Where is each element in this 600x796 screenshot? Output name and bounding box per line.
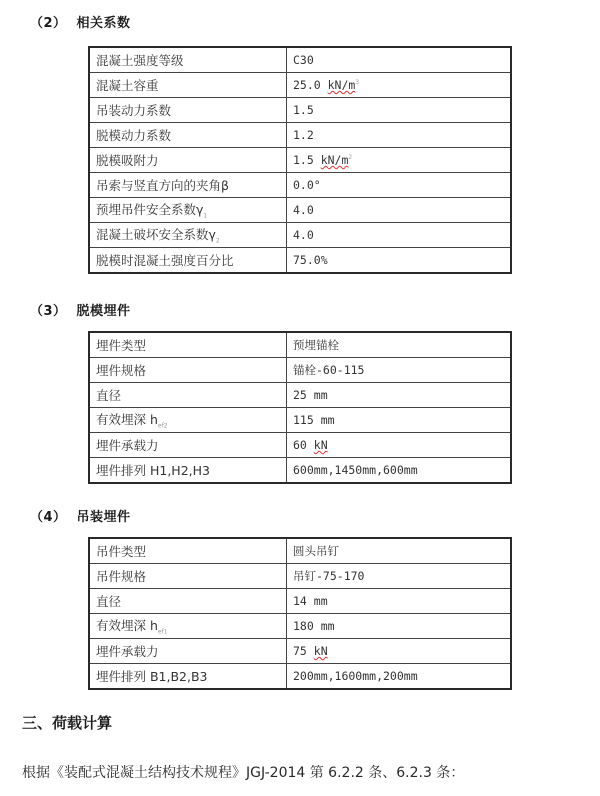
param-value <box>287 73 512 98</box>
param-key: 脱模时混凝土强度百分比 <box>89 248 287 274</box>
demolding-embeds-table <box>88 331 512 484</box>
table-row <box>89 589 511 614</box>
param-value <box>287 148 512 173</box>
param-value: 锚栓-60-115 <box>287 358 512 383</box>
value-unit: kN/m <box>327 78 356 92</box>
table-row <box>89 98 511 123</box>
key-subscript: 2 <box>215 237 220 245</box>
param-value: 600mm,1450mm,600mm <box>287 458 512 484</box>
unit-superscript: 3 <box>355 79 359 87</box>
section-number: （3） <box>30 304 67 319</box>
param-value: 4.0 <box>287 223 512 248</box>
param-value: C30 <box>287 47 512 73</box>
param-key: 埋件承载力 <box>89 639 287 664</box>
unit-superscript: 2 <box>348 154 353 162</box>
param-key: 吊索与竖直方向的夹角β <box>89 173 287 198</box>
section-heading-coefficients <box>30 12 131 31</box>
param-value: 4.0 <box>287 198 512 223</box>
table-row <box>89 198 511 223</box>
param-value: 1.2 <box>287 123 512 148</box>
param-key: 混凝土强度等级 <box>89 47 287 73</box>
param-value: 180 mm <box>287 614 512 639</box>
param-key <box>89 223 287 248</box>
load-calculation-heading: 三、荷载计算 <box>22 714 113 732</box>
table-row <box>89 332 511 358</box>
param-key: 吊件类型 <box>89 538 287 564</box>
key-subscript: ef1 <box>157 628 168 636</box>
table-row <box>89 358 511 383</box>
param-key: 脱模吸附力 <box>89 148 287 173</box>
param-value: 115 mm <box>287 408 512 433</box>
value-number: 75 <box>293 644 314 658</box>
param-key <box>89 198 287 223</box>
table-row <box>89 248 511 274</box>
param-key: 吊装动力系数 <box>89 98 287 123</box>
table-row <box>89 433 511 458</box>
section-heading-lifting-embeds <box>30 506 131 525</box>
section-number: （2） <box>30 16 67 31</box>
param-key: 直径 <box>89 589 287 614</box>
table-row <box>89 639 511 664</box>
value-unit: kN/m <box>320 153 349 167</box>
table-row <box>89 614 511 639</box>
table-row <box>89 123 511 148</box>
table-row <box>89 148 511 173</box>
table-row <box>89 408 511 433</box>
param-key: 吊件规格 <box>89 564 287 589</box>
param-key: 埋件排列 H1,H2,H3 <box>89 458 287 484</box>
param-value: 吊钉-75-170 <box>287 564 512 589</box>
param-value: 75.0% <box>287 248 512 274</box>
param-value <box>287 639 512 664</box>
value-number: 25.0 <box>293 78 328 92</box>
table-row <box>89 664 511 690</box>
key-subscript: 1 <box>203 212 208 220</box>
value-unit: kN <box>313 644 328 658</box>
param-key: 埋件规格 <box>89 358 287 383</box>
param-value: 预埋锚栓 <box>287 332 512 358</box>
table-row <box>89 173 511 198</box>
section-number: （4） <box>30 510 67 525</box>
param-key <box>89 408 287 433</box>
key-text: 有效埋深 h <box>96 618 158 634</box>
param-value: 圆头吊钉 <box>287 538 512 564</box>
param-key: 混凝土容重 <box>89 73 287 98</box>
key-subscript: ef2 <box>157 422 168 430</box>
value-number: 60 <box>293 438 314 452</box>
section-heading-demolding-embeds <box>30 300 131 319</box>
key-text: 预埋吊件安全系数γ <box>96 202 204 218</box>
lifting-embeds-table <box>88 537 512 690</box>
section-title: 相关系数 <box>76 16 131 31</box>
param-value: 14 mm <box>287 589 512 614</box>
key-text: 有效埋深 h <box>96 412 158 428</box>
table-row <box>89 383 511 408</box>
param-value <box>287 433 512 458</box>
param-value: 25 mm <box>287 383 512 408</box>
param-value: 1.5 <box>287 98 512 123</box>
table-row <box>89 223 511 248</box>
key-text: 混凝土破坏安全系数γ <box>96 227 216 243</box>
param-key <box>89 614 287 639</box>
table-row <box>89 564 511 589</box>
value-unit: kN <box>313 438 328 452</box>
param-key: 脱模动力系数 <box>89 123 287 148</box>
param-key: 直径 <box>89 383 287 408</box>
value-number: 1.5 <box>293 153 321 167</box>
table-row <box>89 538 511 564</box>
param-key: 埋件承载力 <box>89 433 287 458</box>
param-value: 200mm,1600mm,200mm <box>287 664 512 690</box>
param-key: 埋件排列 B1,B2,B3 <box>89 664 287 690</box>
table-row <box>89 73 511 98</box>
section-title: 吊装埋件 <box>76 510 131 525</box>
section-title: 脱模埋件 <box>76 304 131 319</box>
table-row <box>89 458 511 484</box>
table-row <box>89 47 511 73</box>
param-key: 埋件类型 <box>89 332 287 358</box>
reference-paragraph: 根据《装配式混凝土结构技术规程》JGJ-2014 第 6.2.2 条、6.2.3 条： <box>22 765 465 781</box>
param-value: 0.0° <box>287 173 512 198</box>
coefficients-table <box>88 46 512 274</box>
